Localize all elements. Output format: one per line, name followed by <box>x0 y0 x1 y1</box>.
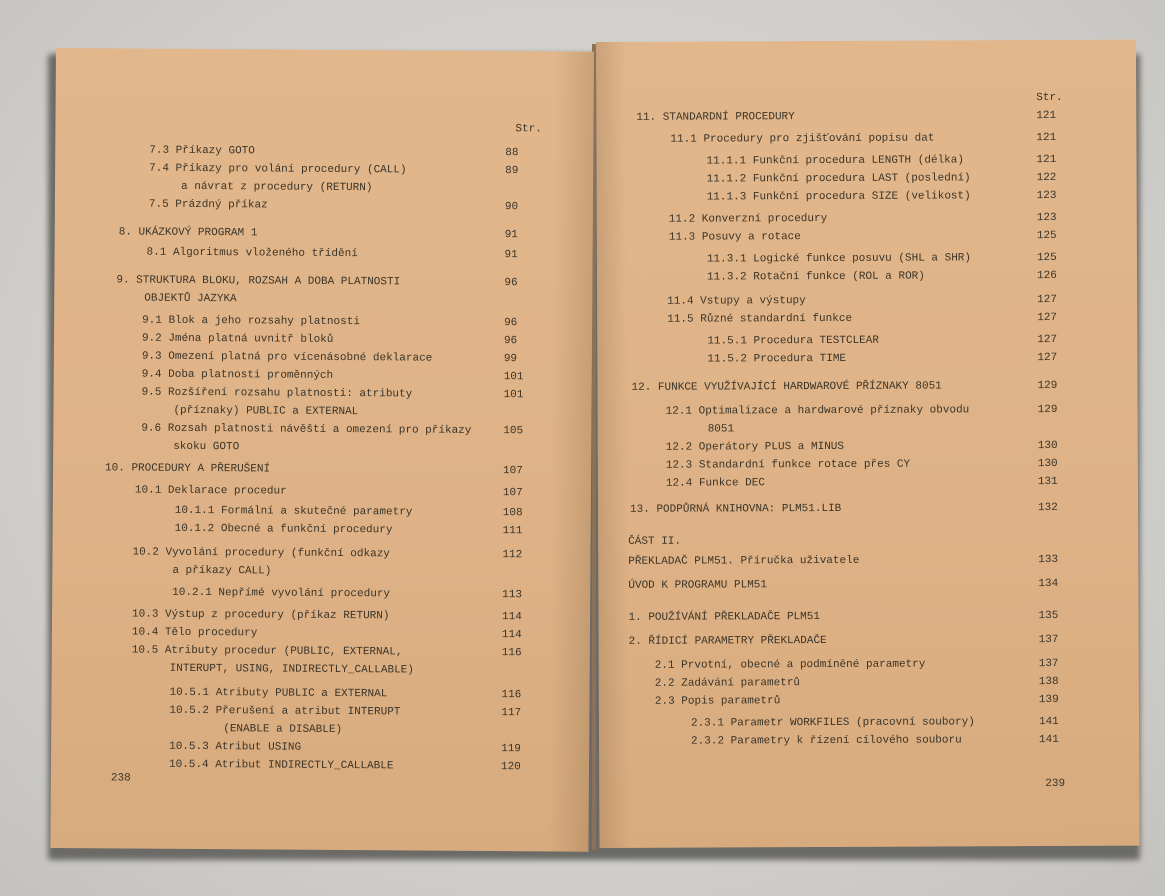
toc-entry <box>597 311 1137 326</box>
toc-entry-text: 8051 <box>707 423 735 436</box>
toc-entry-text: a příkazy CALL) <box>172 564 272 578</box>
toc-entry-text: 2.3.1 Parametr WORKFILES (pracovní soubory) <box>690 716 975 730</box>
toc-entry-text: (ENABLE a DISABLE) <box>223 723 343 737</box>
toc-entry-text: 11.4 Vstupy a výstupy <box>667 295 806 308</box>
toc-entry-text: 10.5.3 Atribut USING <box>169 740 302 754</box>
toc-entry-text: 10.2 Vyvolání procedury (funkční odkazy <box>132 546 390 561</box>
toc-entry-page-number: 132 <box>1038 501 1058 515</box>
toc-entry-text: 7.5 Prázdný příkaz <box>148 198 268 212</box>
toc-entry-page-number: 112 <box>502 549 523 562</box>
toc-entry-text: 10.5.1 Atributy PUBLIC a EXTERNAL <box>169 686 388 701</box>
toc-entry <box>54 274 592 290</box>
toc-entry-page-number: 130 <box>1037 439 1058 453</box>
toc-entry <box>596 109 1136 124</box>
toc-entry-page-number: 117 <box>501 707 522 720</box>
toc-entry-text: 10.3 Výstup z procedury (příkaz RETURN) <box>132 608 390 623</box>
toc-entry-text: 7.4 Příkazy pro volání procedury (CALL) <box>149 162 407 177</box>
toc-entry-page-number: 125 <box>1036 251 1057 265</box>
toc-entry-text: 2. ŘÍDICÍ PARAMETRY PŘEKLADAČE <box>628 634 827 648</box>
toc-entry <box>597 211 1137 226</box>
toc-entry-page-number: 113 <box>502 589 523 602</box>
toc-entry-page-number: 111 <box>502 525 523 538</box>
toc-entry-page-number: 116 <box>501 689 522 702</box>
toc-entry-page-number: 107 <box>502 487 523 500</box>
toc-entry <box>53 462 591 478</box>
toc-entry-text: 11.5.2 Procedura TIME <box>707 352 847 366</box>
toc-entry <box>598 422 1138 436</box>
toc-entry-text: 11.3 Posuvy a rotace <box>668 231 801 244</box>
toc-entry <box>599 693 1139 708</box>
toc-entry <box>599 657 1139 672</box>
toc-entry-text: 11.1.1 Funkční procedura LENGTH (délka) <box>706 154 964 168</box>
toc-entry-text: 11.3.1 Logické funkce posuvu (SHL a SHR) <box>706 252 972 266</box>
toc-entry-page-number: 127 <box>1037 311 1058 325</box>
toc-entry-text: 10.2.1 Nepřímé vyvolání procedury <box>172 586 391 601</box>
toc-entry-page-number: 101 <box>503 371 524 384</box>
toc-entry-text: 10.1.1 Formální a skutečné parametry <box>174 504 413 519</box>
toc-entry <box>598 553 1138 568</box>
toc-entry <box>597 379 1137 394</box>
toc-entry-page-number: 121 <box>1036 109 1057 123</box>
toc-entry <box>599 633 1139 648</box>
toc-entry <box>52 686 590 702</box>
toc-entry-page-number: 126 <box>1036 269 1057 283</box>
toc-entry-page-number: 91 <box>504 229 518 242</box>
toc-entry <box>597 351 1137 366</box>
toc-entry-text: PŘEKLADAČ PLM51. Příručka uživatele <box>628 554 860 568</box>
toc-entry-text: 10. PROCEDURY A PŘERUŠENÍ <box>105 462 271 476</box>
toc-entry <box>53 422 591 438</box>
toc-entry-page-number: 91 <box>504 249 518 262</box>
toc-entry-page-number: 137 <box>1038 657 1059 671</box>
toc-entry <box>51 722 589 737</box>
toc-entry-page-number: 123 <box>1036 211 1057 225</box>
toc-entry-text: 2.1 Prvotní, obecné a podmíněné parametry <box>654 658 926 672</box>
toc-entry-page-number: 129 <box>1037 403 1058 417</box>
toc-entry-text: 7.3 Příkazy GOTO <box>149 144 255 158</box>
toc-entry <box>598 577 1138 592</box>
toc-entry-text: 12.4 Funkce DEC <box>665 477 765 490</box>
toc-entry <box>52 626 590 642</box>
toc-entry-text: 12.1 Optimalizace a hardwarové příznaky obvodu <box>665 404 970 418</box>
toc-entry <box>54 332 592 348</box>
toc-entry <box>55 226 593 242</box>
toc-entry-text: 11.5 Různé standardní funkce <box>667 312 853 326</box>
toc-entry-text: 11. STANDARDNÍ PROCEDURY <box>636 111 795 124</box>
toc-entry-text: ÚVOD K PROGRAMU PLM51 <box>628 579 768 592</box>
toc-entry <box>51 758 589 774</box>
toc-entry <box>599 675 1139 690</box>
toc-entry <box>51 704 589 720</box>
toc-entry <box>53 484 591 500</box>
toc-entry-page-number: 139 <box>1038 693 1059 707</box>
toc-entry <box>54 314 592 330</box>
toc-entry <box>597 229 1137 244</box>
toc-entry-page-number: 89 <box>505 165 519 178</box>
toc-entry-text: 9.2 Jména platná uvnitř bloků <box>141 332 334 346</box>
toc-entry-text: 11.5.1 Procedura TESTCLEAR <box>707 334 879 348</box>
toc-entry-text: 9. STRUKTURA BLOKU, ROZSAH A DOBA PLATNOSTI <box>116 274 401 289</box>
toc-list <box>56 48 594 774</box>
page-number: 239 <box>1045 777 1066 791</box>
toc-entry <box>55 246 593 262</box>
toc-entry <box>599 733 1139 748</box>
toc-entry-text: 10.1 Deklarace procedur <box>134 484 287 498</box>
toc-entry-page-number: 96 <box>504 317 518 330</box>
toc-entry-text: 11.1 Procedury pro zjišťování popisu dat <box>670 132 935 146</box>
toc-entry-page-number: 88 <box>505 147 519 160</box>
toc-entry <box>597 251 1137 266</box>
toc-entry-page-number: 96 <box>503 335 518 348</box>
toc-entry-text: 11.1.3 Funkční procedura SIZE (velikost) <box>706 190 971 204</box>
toc-entry-page-number: 134 <box>1038 577 1059 591</box>
toc-entry <box>54 386 592 402</box>
toc-entry-text: 9.3 Omezení platná pro vícenásobné deklarace <box>141 350 433 365</box>
toc-entry-text: 10.1.2 Obecné a funkční procedury <box>174 522 393 537</box>
left-page <box>50 48 594 852</box>
toc-entry-text: 9.5 Rozšíření rozsahu platnosti: atributy <box>141 386 413 401</box>
toc-entry-page-number: 99 <box>503 353 518 366</box>
right-page <box>596 40 1140 848</box>
toc-entry <box>599 715 1139 730</box>
toc-entry <box>55 180 593 195</box>
toc-entry-text: 2.2 Zadávání parametrů <box>654 677 801 690</box>
toc-entry-page-number: 123 <box>1036 189 1057 203</box>
toc-entry <box>52 644 590 660</box>
page-column-header: Str. <box>1036 91 1063 105</box>
toc-entry <box>53 504 591 520</box>
toc-entry-text: (příznaky) PUBLIC a EXTERNAL <box>173 404 359 419</box>
toc-entry <box>55 162 593 178</box>
toc-entry-text: 11.1.2 Funkční procedura LAST (poslední) <box>706 172 971 186</box>
toc-entry-page-number: 133 <box>1038 553 1059 567</box>
toc-entry-page-number: 129 <box>1037 379 1058 393</box>
toc-entry <box>597 293 1137 308</box>
toc-entry-text: 13. PODPŮRNÁ KNIHOVNA: PLM51.LIB <box>630 502 842 516</box>
toc-entry <box>54 350 592 366</box>
toc-entry <box>53 522 591 538</box>
toc-entry-text: 8. UKÁZKOVÝ PROGRAM 1 <box>118 226 258 240</box>
toc-entry-text: 12. FUNKCE VYUŽÍVAJÍCÍ HARDWAROVÉ PŘÍZNAKY 8051 <box>631 380 942 394</box>
toc-entry-page-number: 131 <box>1037 475 1058 489</box>
toc-entry <box>598 457 1138 472</box>
toc-entry-text: 1. POUŽÍVÁNÍ PŘEKLADAČE PLM51 <box>628 611 820 624</box>
toc-entry <box>52 564 590 578</box>
toc-entry-text: 11.3.2 Rotační funkce (ROL a ROR) <box>707 270 925 284</box>
toc-entry <box>51 740 589 756</box>
toc-entry-page-number: 119 <box>501 743 521 756</box>
toc-entry-text: 10.4 Tělo procedury <box>131 626 258 640</box>
toc-entry-text: 9.4 Doba platnosti proměnných <box>141 368 334 382</box>
toc-entry-text: 9.1 Blok a jeho rozsahy platnosti <box>142 314 360 329</box>
toc-entry-page-number: 121 <box>1036 131 1057 145</box>
toc-entry <box>53 546 591 562</box>
toc-entry <box>598 403 1138 418</box>
toc-entry-page-number: 135 <box>1038 609 1059 623</box>
toc-entry-page-number: 108 <box>502 507 523 520</box>
toc-entry <box>53 440 591 454</box>
toc-entry <box>598 609 1138 624</box>
toc-entry-page-number: 127 <box>1037 333 1058 347</box>
toc-entry-page-number: 105 <box>503 425 524 438</box>
toc-entry-text: 10.5.4 Atribut INDIRECTLY_CALLABLE <box>168 758 394 773</box>
toc-entry-text: OBJEKTŮ JAZYKA <box>144 292 237 306</box>
toc-entry-text: 9.6 Rozsah platnosti návěští a omezení pro příkazy <box>141 422 472 437</box>
toc-entry-page-number: 121 <box>1036 153 1057 167</box>
toc-entry <box>598 501 1138 516</box>
toc-entry-text: a návrat z procedury (RETURN) <box>180 180 373 195</box>
toc-entry <box>597 171 1137 186</box>
toc-entry <box>598 439 1138 454</box>
toc-entry-page-number: 122 <box>1036 171 1057 185</box>
toc-entry-text: 10.5.2 Přerušení a atribut INTERUPT <box>169 704 401 719</box>
toc-entry-page-number: 127 <box>1037 351 1058 365</box>
toc-entry-page-number: 137 <box>1038 633 1059 647</box>
toc-entry-page-number: 114 <box>501 611 522 624</box>
toc-entry-text: skoku GOTO <box>173 440 240 454</box>
page-number: 238 <box>110 772 131 785</box>
toc-entry-page-number: 107 <box>503 465 523 478</box>
toc-entry-text: 2.3 Popis parametrů <box>654 695 781 708</box>
toc-entry-page-number: 130 <box>1037 457 1058 471</box>
toc-entry <box>52 608 590 624</box>
toc-entry <box>598 534 1138 548</box>
toc-entry <box>54 404 592 419</box>
toc-entry-text: 12.2 Operátory PLUS a MINUS <box>665 440 845 454</box>
toc-entry-text: 2.3.2 Parametry k řízení cílového souboru <box>691 734 962 748</box>
toc-entry-text: 10.5 Atributy procedur (PUBLIC, EXTERNAL, <box>131 644 403 659</box>
toc-entry <box>55 144 593 160</box>
toc-entry <box>52 586 590 602</box>
toc-entry <box>596 131 1136 146</box>
toc-entry <box>55 198 593 214</box>
page-column-header: Str. <box>515 123 542 136</box>
toc-entry-page-number: 127 <box>1037 293 1057 307</box>
toc-entry-page-number: 120 <box>500 761 521 774</box>
toc-entry-text: 12.3 Standardní funkce rotace přes CY <box>665 458 911 472</box>
toc-entry-page-number: 101 <box>503 389 524 402</box>
toc-entry-page-number: 96 <box>504 277 518 290</box>
toc-entry <box>54 292 592 306</box>
toc-entry <box>52 662 590 677</box>
toc-entry <box>598 475 1138 490</box>
toc-entry-text: INTERUPT, USING, INDIRECTLY_CALLABLE) <box>169 662 414 677</box>
toc-entry <box>54 368 592 384</box>
toc-entry-page-number: 141 <box>1039 733 1059 747</box>
toc-entry-page-number: 141 <box>1038 715 1059 729</box>
toc-entry-page-number: 125 <box>1036 229 1057 243</box>
toc-entry <box>597 269 1137 284</box>
toc-entry-page-number: 116 <box>501 647 522 660</box>
toc-entry <box>597 333 1137 348</box>
toc-entry-page-number: 114 <box>501 629 522 642</box>
toc-entry-page-number: 90 <box>504 201 519 214</box>
toc-entry-text: ČÁST II. <box>628 535 682 548</box>
toc-entry-page-number: 138 <box>1038 675 1059 689</box>
toc-entry <box>596 153 1136 168</box>
toc-entry <box>597 189 1137 204</box>
toc-entry-text: 11.2 Konverzní procedury <box>668 212 828 226</box>
toc-entry-text: 8.1 Algoritmus vloženého třídění <box>146 246 358 261</box>
